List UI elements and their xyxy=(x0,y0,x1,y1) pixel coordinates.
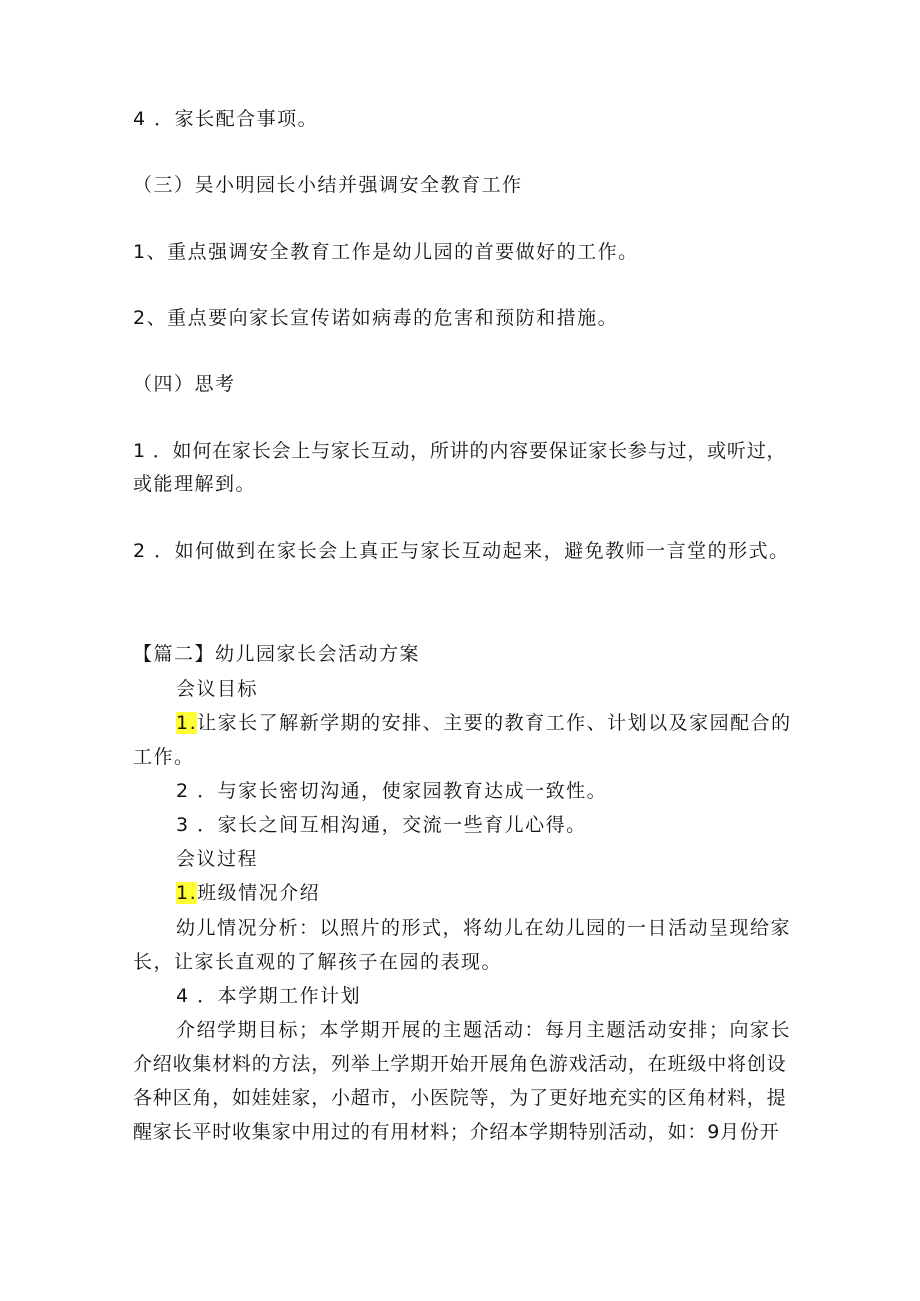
goal-1-line-2: 工作。 xyxy=(133,746,195,768)
section-3-item-1: 1、重点强调安全教育工作是幼儿园的首要做好的工作。 xyxy=(133,241,639,263)
analysis-line-2: 长，让家长直观的了解孩子在园的表现。 xyxy=(133,951,503,973)
plan-line-1: 介绍学期目标；本学期开展的主题活动：每月主题活动安排；向家长 xyxy=(176,1019,792,1041)
section-4-item-2: 2 ．如何做到在家长会上真正与家长互动起来，避免教师一言堂的形式。 xyxy=(133,540,790,562)
section-3-item-2: 2、重点要向家长宣传诺如病毒的危害和预防和措施。 xyxy=(133,307,619,329)
section-3-heading: （三）吴小明园长小结并强调安全教育工作 xyxy=(133,174,523,196)
goal-2: 2 ．与家长密切沟通，使家园教育达成一致性。 xyxy=(176,780,608,802)
plan-line-4: 醒家长平时收集家中用过的有用材料；介绍本学期特别活动，如：9月份开 xyxy=(133,1121,780,1143)
process-heading: 会议过程 xyxy=(176,848,259,870)
plan-line-2: 介绍收集材料的方法，列举上学期开始开展角色游戏活动，在班级中将创设 xyxy=(133,1053,787,1075)
goal-1-number: 1. xyxy=(176,712,198,734)
process-1-number: 1. xyxy=(176,882,198,904)
part-2-title: 【篇二】幼儿园家长会活动方案 xyxy=(133,643,421,665)
goals-heading: 会议目标 xyxy=(176,678,259,700)
goal-1-text: 让家长了解新学期的安排、主要的教育工作、计划以及家园配合的 xyxy=(197,712,792,734)
parent-cooperation-item: 4 ．家长配合事项。 xyxy=(133,108,319,130)
process-1 xyxy=(176,881,836,905)
process-4: 4 ．本学期工作计划 xyxy=(176,985,362,1007)
section-4-item-1-line-2: 或能理解到。 xyxy=(133,473,257,495)
plan-line-3: 各种区角，如娃娃家，小超市，小医院等，为了更好地充实的区角材料，提 xyxy=(133,1087,787,1109)
section-4-item-1-line-1: 1 ．如何在家长会上与家长互动，所讲的内容要保证家长参与过，或听过， xyxy=(133,440,787,462)
process-1-text: 班级情况介绍 xyxy=(197,882,321,904)
section-4-heading: （四）思考 xyxy=(133,373,236,395)
goal-1-line-1 xyxy=(176,711,836,735)
goal-3: 3 ．家长之间互相沟通，交流一些育儿心得。 xyxy=(176,814,587,836)
analysis-line-1: 幼儿情况分析：以照片的形式，将幼儿在幼儿园的一日活动呈现给家 xyxy=(176,917,792,939)
